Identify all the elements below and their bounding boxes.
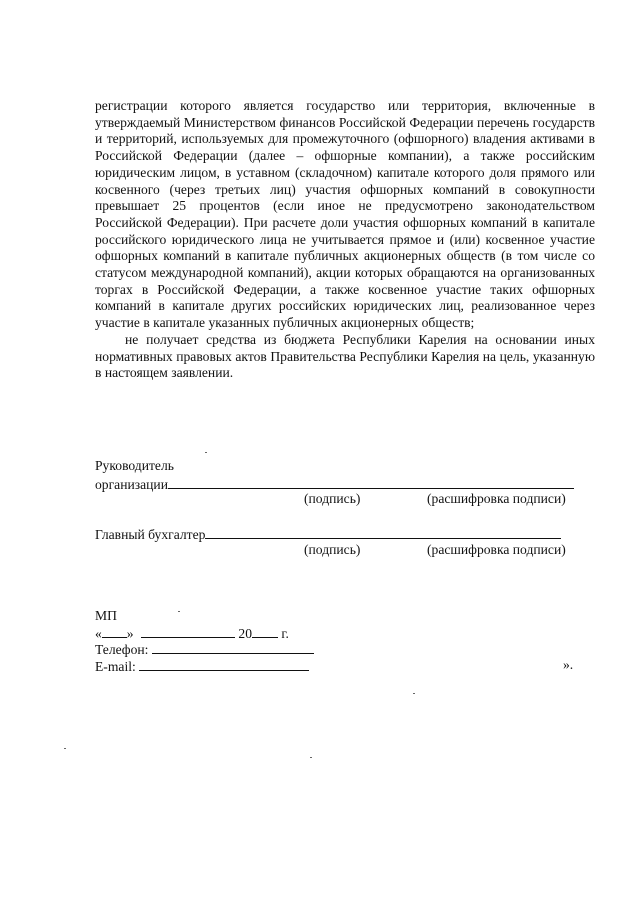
head-label-line1: Руководитель	[95, 458, 174, 473]
head-signature-line[interactable]	[168, 475, 574, 489]
email-label: E-mail:	[95, 659, 136, 674]
date-year-suffix: г.	[281, 626, 289, 641]
email-row	[95, 657, 309, 676]
accountant-decoding-caption: (расшифровка подписи)	[427, 542, 566, 557]
phone-field[interactable]	[152, 640, 314, 654]
head-decoding-caption: (расшифровка подписи)	[427, 491, 566, 506]
accountant-signature-line[interactable]	[205, 525, 561, 539]
body-text	[95, 98, 595, 382]
date-open-quote: «	[95, 626, 102, 641]
phone-label: Телефон:	[95, 642, 149, 657]
paragraph-budget-funds: не получает средства из бюджета Республики Карелия на основании иных нормативных правовых актов Правительства Республики Карелия на цель, указанную в настоящем заявлении.	[95, 331, 595, 381]
accountant-signature-row	[95, 525, 561, 544]
scan-speck	[64, 748, 66, 749]
date-day-field[interactable]	[102, 624, 127, 638]
stamp-label: МП	[95, 608, 117, 623]
phone-row	[95, 640, 314, 659]
date-year-field[interactable]	[252, 624, 278, 638]
scan-speck	[178, 611, 180, 612]
scan-speck	[310, 757, 312, 758]
accountant-signature-caption: (подпись)	[304, 542, 361, 557]
paragraph-offshore-conditions: регистрации которого является государство или территория, включенные в утверждаемый Министерством финансов Российской Федерации перечень государств и территорий, используемых для промежуточного (офшорного) владения активами в Российской Федерации (далее – офшорные компании), а также российским юридическим лицом, в уставном (складочном) капитале которого доля прямого или косвенного (через третьих лиц) участия офшорных компаний в совокупности превышает 25 процентов (если иное не предусмотрено законодательством Российской Федерации). При расчете доли участия офшорных компаний в капитале российского юридического лица не учитывается прямое и (или) косвенное участие офшорных компаний в капитале публичных акционерных обществ (в том числе со статусом международной компаний), акции которых обращаются на организованных торгах в Российской Федерации, а также косвенное участие таких офшорных компаний в капитале других российских юридических лиц, реализованное через участие в капитале указанных публичных акционерных обществ;	[95, 98, 595, 331]
head-signature-caption: (подпись)	[304, 491, 361, 506]
scan-speck	[205, 452, 207, 453]
email-field[interactable]	[139, 657, 309, 671]
head-label-line2: организации	[95, 477, 168, 492]
date-year-prefix: 20	[238, 626, 252, 641]
date-month-field[interactable]	[141, 624, 235, 638]
date-close-quote: »	[126, 626, 134, 641]
accountant-label: Главный бухгалтер	[95, 527, 206, 542]
scan-speck	[413, 693, 415, 694]
closing-mark: ».	[563, 657, 574, 672]
